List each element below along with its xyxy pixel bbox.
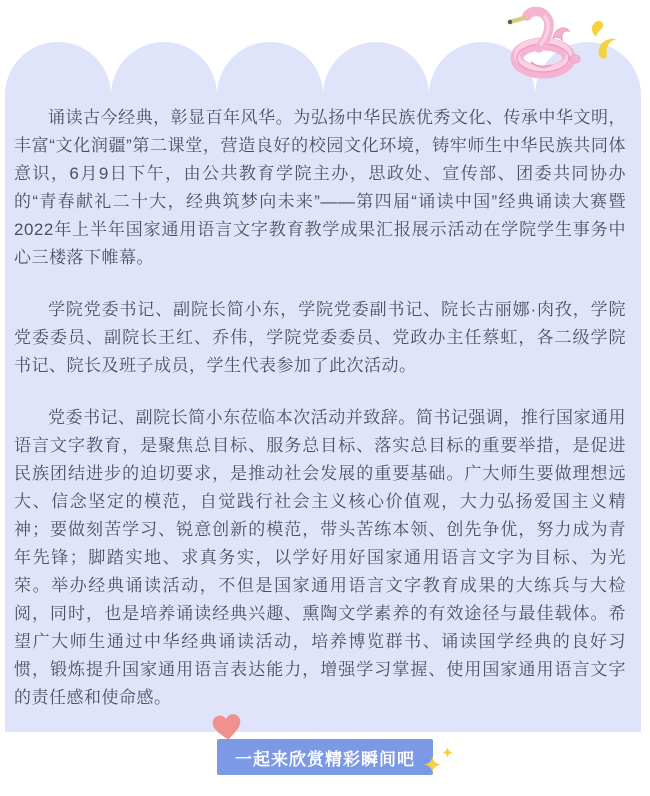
sparkle-icon xyxy=(442,745,453,756)
view-moments-button[interactable]: 一起来欣赏精彩瞬间吧 xyxy=(217,739,433,775)
heart-icon xyxy=(212,714,242,741)
sparkle-icon xyxy=(424,756,441,773)
water-splash-icon xyxy=(592,21,616,59)
paragraph-intro: 诵读古今经典，彰显百年风华。为弘扬中华民族优秀文化、传承中华文明，丰富“文化润疆”第二课堂，营造良好的校园文化环境，铸牢师生中华民族共同体意识，6月9日下午，由公共教育学院主办，思政处、宣传部、团委共同协办的“青春献礼二十大，经典筑梦向未来”——第四届“诵读中国”经典诵读大赛暨2022年上半年国家通用语言文字教育教学成果汇报展示活动在学院学生事务中心三楼落下帷幕。 xyxy=(14,108,626,267)
paragraph-speech: 党委书记、副院长简小东莅临本次活动并致辞。简书记强调，推行国家通用语言文字教育，是聚焦总目标、服务总目标、落实总目标的重要举措，是促进民族团结进步的迫切要求，是推动社会发展的重要基础。广大师生要做理想远大、信念坚定的模范，自觉践行社会主义核心价值观，大力弘扬爱国主义精神；要做刻苦学习、锐意创新的模范，带头苦练本领、创先争优，努力成为青年先锋；脚踏实地、求真务实，以学好用好国家通用语言文字为目标、为光荣。举办经典诵读活动，不但是国家通用语言文字教育成果的大练兵与大检阅，同时，也是培养诵读经典兴趣、熏陶文学素养的有效途径与最佳载体。希望广大师生通过中华经典诵读活动，培养博览群书、诵读国学经典的良好习惯，锻炼提升国家通用语言表达能力，增强学习掌握、使用国家通用语言文字的责任感和使命感。 xyxy=(14,408,626,707)
article-card xyxy=(5,40,641,732)
paragraph-attendees: 学院党委书记、副院长简小东，学院党委副书记、院长古丽娜·肉孜，学院党委委员、副院长王红、乔伟，学院党委委员、党政办主任蔡虹，各二级学院书记、院长及班子成员，学生代表参加了此次活动。 xyxy=(14,300,626,375)
flamingo-float-icon xyxy=(495,2,625,87)
article-body xyxy=(5,95,641,732)
